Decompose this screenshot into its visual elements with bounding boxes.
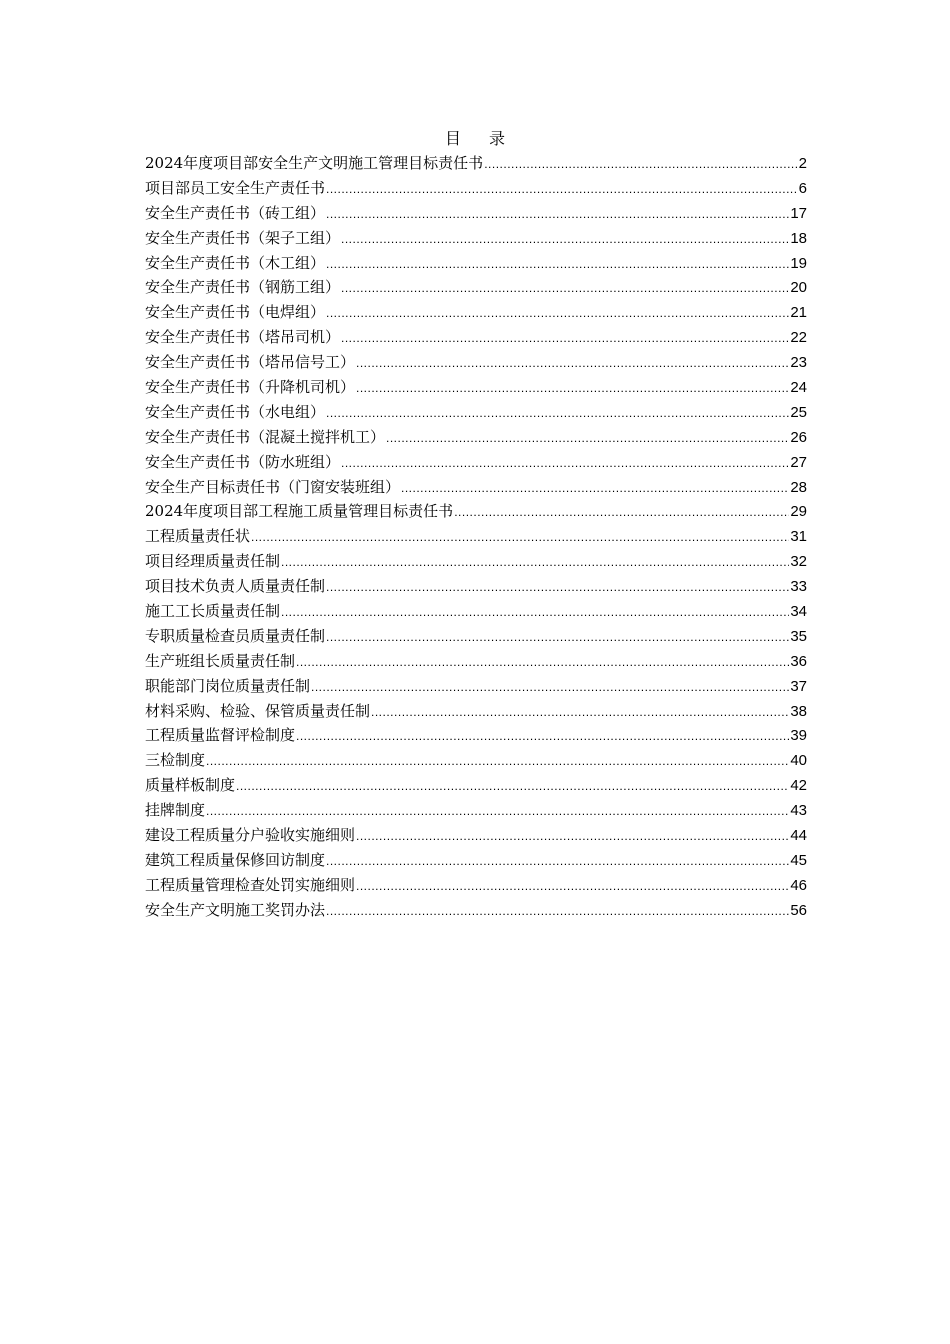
toc-entry[interactable] [145, 450, 807, 475]
toc-entry[interactable] [145, 748, 807, 773]
toc-dot-leader [296, 724, 789, 748]
toc-entry[interactable] [145, 151, 807, 176]
toc-entry-page-number[interactable]: 20 [790, 279, 807, 297]
toc-entry[interactable] [145, 176, 807, 201]
toc-entry-text[interactable]: 工程质量管理检查处罚实施细则 [145, 875, 356, 894]
toc-entry[interactable] [145, 624, 807, 649]
toc-entry-text[interactable]: 挂牌制度 [145, 801, 206, 820]
toc-entry-page-number[interactable]: 32 [790, 553, 807, 571]
toc-entry-text[interactable]: 施工工长质量责任制 [145, 602, 281, 621]
toc-title-char-2: 录 [489, 129, 506, 148]
toc-entry-text[interactable]: 安全生产责任书（升降机司机） [145, 378, 356, 397]
toc-entry-page-number[interactable]: 27 [790, 453, 807, 471]
toc-entry-text[interactable]: 项目部员工安全生产责任书 [145, 178, 326, 197]
toc-entry-text[interactable]: 生产班组长质量责任制 [145, 651, 296, 670]
toc-entry-text[interactable]: 专职质量检查员质量责任制 [145, 626, 326, 645]
toc-entry-page-number[interactable]: 19 [790, 254, 807, 272]
toc-entry[interactable] [145, 226, 807, 251]
toc-dot-leader [356, 376, 789, 400]
toc-list [145, 151, 807, 923]
toc-dot-leader [454, 500, 789, 524]
toc-entry-text[interactable]: 安全生产责任书（钢筋工组） [145, 278, 341, 297]
toc-entry-page-number[interactable]: 45 [790, 851, 807, 869]
toc-dot-leader [401, 476, 789, 500]
toc-entry[interactable] [145, 599, 807, 624]
toc-entry[interactable] [145, 798, 807, 823]
toc-dot-leader [326, 252, 789, 276]
toc-entry-text[interactable]: 安全生产责任书（水电组） [145, 402, 326, 421]
toc-entry-page-number[interactable]: 6 [798, 179, 807, 197]
toc-entry-text[interactable]: 三检制度 [145, 751, 206, 770]
toc-entry-text[interactable]: 安全生产责任书（混凝土搅拌机工） [145, 427, 386, 446]
toc-entry[interactable] [145, 499, 807, 524]
toc-entry[interactable] [145, 400, 807, 425]
toc-dot-leader [206, 749, 789, 773]
toc-entry-page-number[interactable]: 43 [790, 802, 807, 820]
toc-entry-text[interactable]: 安全生产责任书（砖工组） [145, 203, 326, 222]
toc-entry-page-number[interactable]: 31 [790, 528, 807, 546]
toc-entry-page-number[interactable]: 33 [790, 578, 807, 596]
toc-entry-text[interactable]: 2024年度项目部安全生产文明施工管理目标责任书 [145, 154, 484, 172]
toc-dot-leader [326, 625, 789, 649]
toc-entry-page-number[interactable]: 23 [790, 354, 807, 372]
toc-dot-leader [341, 451, 789, 475]
toc-entry-page-number[interactable]: 2 [798, 155, 807, 172]
toc-entry-page-number[interactable]: 42 [790, 777, 807, 795]
toc-dot-leader [341, 326, 789, 350]
toc-entry-text[interactable]: 安全生产目标责任书（门窗安装班组） [145, 477, 401, 496]
toc-entry[interactable] [145, 574, 807, 599]
toc-entry-text[interactable]: 职能部门岗位质量责任制 [145, 676, 311, 695]
toc-dot-leader [251, 525, 789, 549]
toc-entry-page-number[interactable]: 36 [790, 652, 807, 670]
toc-entry[interactable] [145, 649, 807, 674]
toc-entry[interactable] [145, 773, 807, 798]
toc-dot-leader [484, 152, 797, 176]
toc-title-char-1: 目 [444, 129, 461, 148]
toc-entry[interactable] [145, 524, 807, 549]
toc-entry[interactable] [145, 723, 807, 748]
toc-entry-page-number[interactable]: 46 [790, 876, 807, 894]
toc-entry-page-number[interactable]: 28 [790, 478, 807, 496]
toc-dot-leader [206, 799, 789, 823]
toc-entry[interactable] [145, 375, 807, 400]
toc-entry[interactable] [145, 848, 807, 873]
toc-entry-page-number[interactable]: 18 [790, 229, 807, 247]
toc-dot-leader [311, 675, 789, 699]
toc-entry-page-number[interactable]: 44 [790, 827, 807, 845]
toc-dot-leader [326, 301, 789, 325]
toc-entry-page-number[interactable]: 56 [790, 901, 807, 919]
toc-dot-leader [371, 700, 789, 724]
toc-dot-leader [341, 227, 789, 251]
toc-entry-page-number[interactable]: 38 [790, 702, 807, 720]
toc-entry[interactable] [145, 350, 807, 375]
toc-entry-text[interactable]: 项目技术负责人质量责任制 [145, 577, 326, 596]
toc-entry-page-number[interactable]: 39 [790, 727, 807, 745]
toc-dot-leader [386, 426, 789, 450]
toc-dot-leader [281, 550, 789, 574]
toc-entry[interactable] [145, 674, 807, 699]
toc-entry-text[interactable]: 建筑工程质量保修回访制度 [145, 850, 326, 869]
toc-entry[interactable] [145, 699, 807, 724]
toc-dot-leader [326, 177, 798, 201]
toc-entry-text[interactable]: 项目经理质量责任制 [145, 552, 281, 571]
toc-entry[interactable] [145, 325, 807, 350]
toc-dot-leader [326, 401, 789, 425]
toc-dot-leader [281, 600, 789, 624]
toc-dot-leader [341, 276, 789, 300]
toc-entry[interactable] [145, 275, 807, 300]
toc-dot-leader [356, 874, 789, 898]
toc-entry[interactable] [145, 549, 807, 574]
toc-entry-text[interactable]: 安全生产责任书（塔吊司机） [145, 328, 341, 347]
toc-dot-leader [296, 650, 789, 674]
toc-entry-text[interactable]: 质量样板制度 [145, 776, 236, 795]
toc-entry-text[interactable]: 工程质量责任状 [145, 527, 251, 546]
toc-dot-leader [356, 351, 789, 375]
toc-entry[interactable] [145, 425, 807, 450]
toc-dot-leader [326, 899, 789, 923]
toc-entry-text[interactable]: 安全生产责任书（塔吊信号工） [145, 353, 356, 372]
toc-entry-page-number[interactable]: 35 [790, 627, 807, 645]
toc-entry[interactable] [145, 251, 807, 276]
toc-entry-text[interactable]: 建设工程质量分户验收实施细则 [145, 826, 356, 845]
toc-entry[interactable] [145, 823, 807, 848]
toc-entry[interactable] [145, 300, 807, 325]
toc-entry-page-number[interactable]: 37 [790, 677, 807, 695]
toc-entry-text[interactable]: 工程质量监督评检制度 [145, 726, 296, 745]
toc-dot-leader [326, 849, 789, 873]
toc-entry-page-number[interactable]: 34 [790, 603, 807, 621]
toc-entry-text[interactable]: 材料采购、检验、保管质量责任制 [145, 701, 371, 720]
toc-entry-text[interactable]: 安全生产责任书（防水班组） [145, 452, 341, 471]
toc-entry-page-number[interactable]: 21 [790, 304, 807, 322]
toc-entry-text[interactable]: 2024年度项目部工程施工质量管理目标责任书 [145, 502, 454, 521]
toc-entry-page-number[interactable]: 17 [790, 204, 807, 222]
toc-entry[interactable] [145, 898, 807, 923]
toc-entry-page-number[interactable]: 29 [790, 503, 807, 521]
toc-entry-page-number[interactable]: 22 [790, 329, 807, 347]
toc-entry-text[interactable]: 安全生产责任书（电焊组） [145, 303, 326, 322]
toc-entry[interactable] [145, 873, 807, 898]
toc-entry-page-number[interactable]: 26 [790, 428, 807, 446]
toc-dot-leader [326, 575, 789, 599]
toc-entry-text[interactable]: 安全生产文明施工奖罚办法 [145, 900, 326, 919]
toc-entry-page-number[interactable]: 24 [790, 379, 807, 397]
toc-dot-leader [326, 202, 789, 226]
toc-entry[interactable] [145, 201, 807, 226]
toc-entry-text[interactable]: 安全生产责任书（架子工组） [145, 228, 341, 247]
toc-entry[interactable] [145, 475, 807, 500]
toc-dot-leader [236, 774, 789, 798]
toc-dot-leader [356, 824, 789, 848]
toc-title [0, 127, 950, 151]
toc-entry-text[interactable]: 安全生产责任书（木工组） [145, 253, 326, 272]
toc-entry-page-number[interactable]: 40 [790, 752, 807, 770]
toc-entry-page-number[interactable]: 25 [790, 403, 807, 421]
